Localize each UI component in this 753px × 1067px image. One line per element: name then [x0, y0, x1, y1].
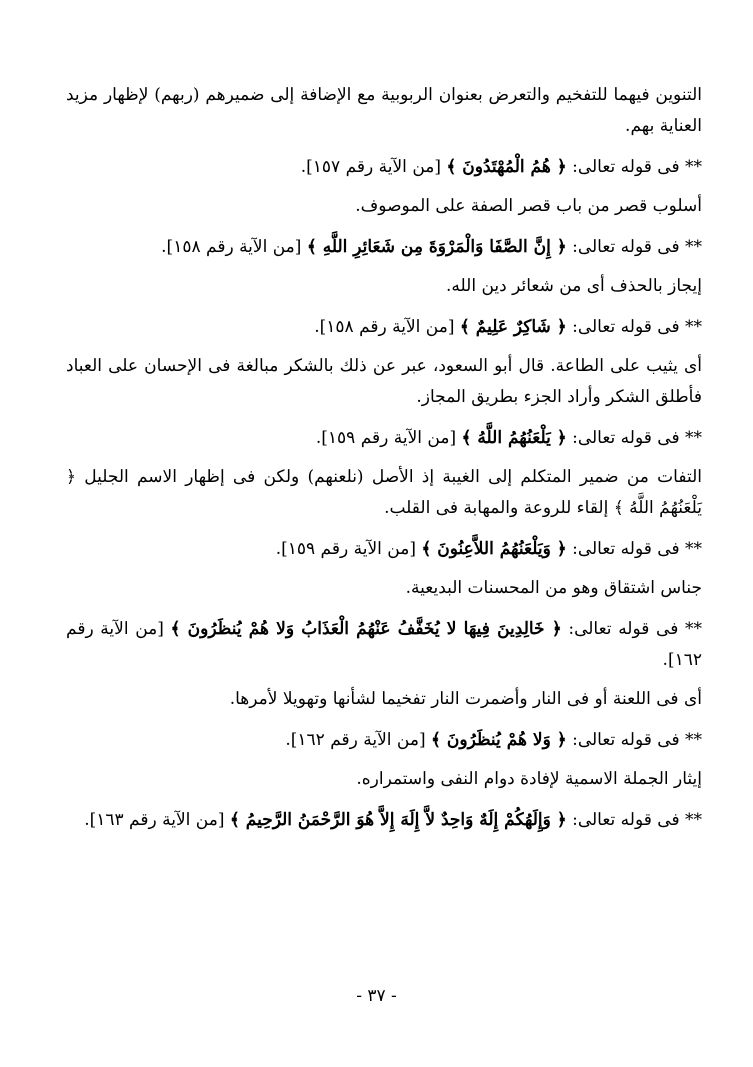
quran-verse: ﴿ إِنَّ الصَّفَا وَالْمَرْوَةَ مِن شَعَائِرِ اللَّهِ ﴾ — [306, 237, 567, 257]
heading-prefix: ** فى قوله تعالى: — [561, 619, 702, 639]
quran-verse: ﴿ وَلا هُمْ يُنظَرُونَ ﴾ — [431, 730, 567, 750]
page-number: - ٣٧ - — [356, 986, 397, 1006]
commentary-paragraph: أى فى اللعنة أو فى النار وأضمرت النار تفخيما لشأنها وتهويلا لأمرها. — [229, 689, 702, 709]
verse-reference: [من الآية رقم ١٦٢]. — [285, 730, 432, 750]
heading-prefix: ** فى قوله تعالى: — [566, 317, 702, 337]
quran-verse: ﴿ شَاكِرٌ عَلِيمٌ ﴾ — [459, 317, 567, 337]
commentary-paragraph: إيثار الجملة الاسمية لإفادة دوام النفى واستمراره. — [356, 769, 702, 789]
quran-verse: ﴿ هُمُ الْمُهْتَدُونَ ﴾ — [446, 157, 567, 177]
quran-verse: ﴿ وَإِلَهُكُمْ إِلَهٌ وَاحِدٌ لاَّ إِلَهَ إِلاَّ هُوَ الرَّحْمَنُ الرَّحِيمُ ﴾ — [229, 810, 567, 830]
quran-verse: ﴿ خَالِدِينَ فِيهَا لا يُخَفَّفُ عَنْهُمُ الْعَذَابُ وَلا هُمْ يُنظَرُونَ ﴾ — [170, 619, 562, 639]
verse-heading — [66, 805, 702, 836]
commentary-paragraph: التنوين فيهما للتفخيم والتعرض بعنوان الربوبية مع الإضافة إلى ضميرهم (ربهم) لإظهار مزيد العناية بهم. — [66, 85, 702, 136]
heading-prefix: ** فى قوله تعالى: — [566, 428, 702, 448]
verse-heading — [66, 152, 702, 183]
heading-prefix: ** فى قوله تعالى: — [566, 730, 702, 750]
verse-heading — [66, 614, 702, 676]
verse-reference: [من الآية رقم ١٥٨]. — [314, 317, 460, 337]
verse-reference: [من الآية رقم ١٥٨]. — [161, 237, 307, 257]
commentary-paragraph: التفات من ضمير المتكلم إلى الغيبة إذ الأصل (نلعنهم) ولكن فى إظهار الاسم الجليل ﴿ يَلْعَنُهُمُ اللَّهُ ﴾ إلقاء للروعة والمهابة فى القلب. — [66, 467, 702, 518]
commentary-paragraph: أى يثيب على الطاعة. قال أبو السعود، عبر عن ذلك بالشكر مبالغة فى الإحسان على العباد فأطلق الشكر وأراد الجزء بطريق المجاز. — [66, 356, 702, 407]
verse-reference: [من الآية رقم ١٦٢]. — [66, 619, 702, 670]
heading-prefix: ** فى قوله تعالى: — [566, 157, 702, 177]
commentary-paragraph: أسلوب قصر من باب قصر الصفة على الموصوف. — [355, 196, 702, 216]
heading-prefix: ** فى قوله تعالى: — [566, 539, 702, 559]
quran-verse: ﴿ وَيَلْعَنُهُمُ اللاَّعِنُونَ ﴾ — [421, 539, 567, 559]
verse-heading — [66, 423, 702, 454]
verse-heading — [66, 232, 702, 263]
quran-verse: ﴿ يَلْعَنُهُمُ اللَّهُ ﴾ — [461, 428, 567, 448]
verse-reference: [من الآية رقم ١٥٧]. — [300, 157, 447, 177]
page-body — [66, 80, 702, 844]
verse-reference: [من الآية رقم ١٦٣]. — [84, 810, 230, 830]
verse-heading — [66, 312, 702, 343]
heading-prefix: ** فى قوله تعالى: — [566, 237, 702, 257]
verse-heading — [66, 725, 702, 756]
commentary-paragraph: جناس اشتقاق وهو من المحسنات البديعية. — [405, 578, 702, 598]
verse-reference: [من الآية رقم ١٥٩]. — [315, 428, 462, 448]
verse-heading — [66, 534, 702, 565]
heading-prefix: ** فى قوله تعالى: — [566, 810, 702, 830]
verse-reference: [من الآية رقم ١٥٩]. — [275, 539, 422, 559]
commentary-paragraph: إيجاز بالحذف أى من شعائر دين الله. — [446, 276, 702, 296]
